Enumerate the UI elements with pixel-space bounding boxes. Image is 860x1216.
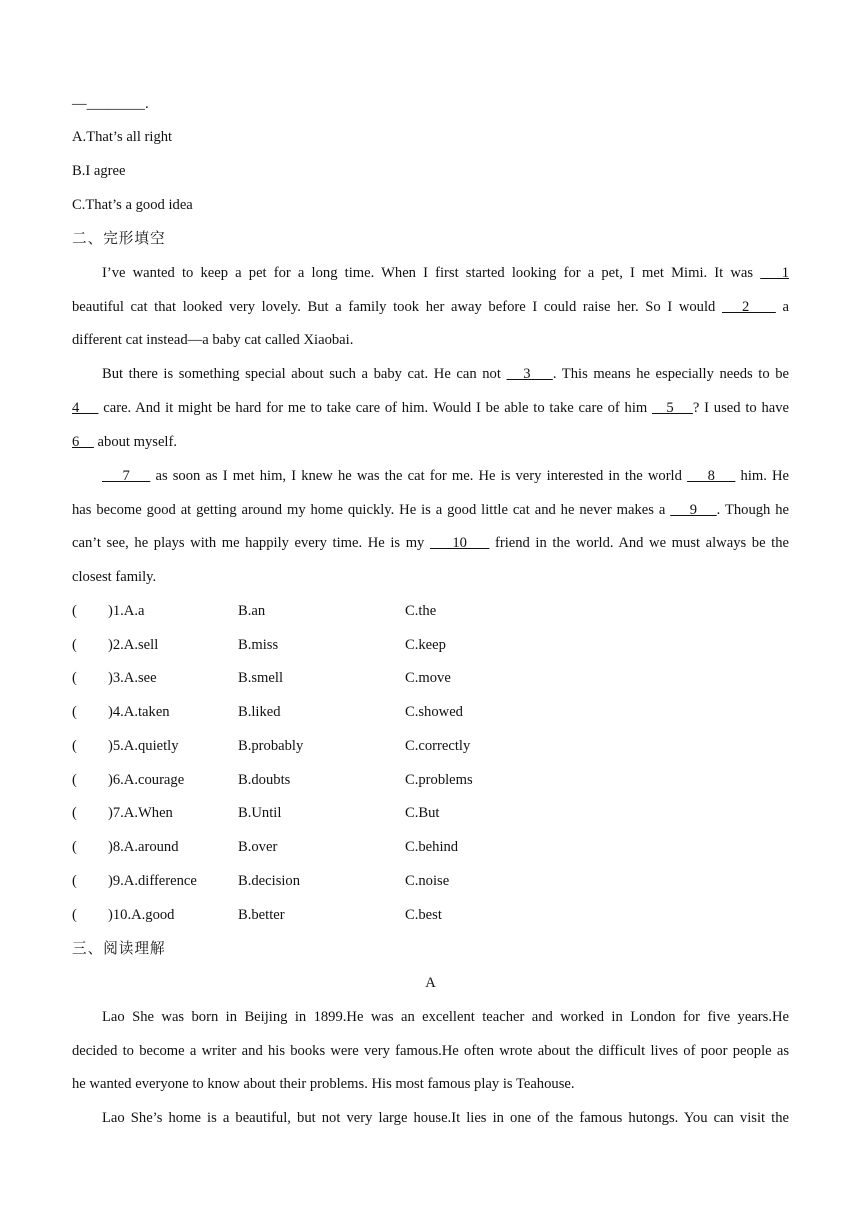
cloze-p1-line2 (72, 297, 789, 317)
choice-a: )1.A.a (108, 603, 145, 619)
choice-c: C.keep (405, 637, 446, 653)
answer-paren: ( (72, 637, 77, 653)
text: him. He (740, 468, 790, 484)
answer-paren: ( (72, 873, 77, 889)
choice-b: B.miss (238, 637, 279, 653)
choice-c: C.best (405, 907, 442, 923)
blank-8: 8 (687, 468, 736, 484)
answer-paren: ( (72, 603, 77, 619)
question-row (72, 905, 672, 925)
choice-b: B.decision (238, 873, 301, 889)
choice-b: B.probably (238, 738, 304, 754)
text: has become good at getting around my home quickly. He is a good little cat and he never makes a (72, 502, 666, 518)
choice-c: C.move (405, 670, 451, 686)
blank-2: 2 (721, 299, 776, 315)
choice-c: C.behind (405, 839, 459, 855)
blank-5: 5 (652, 400, 693, 416)
text: about myself. (97, 434, 177, 450)
text: ? I used to have (692, 400, 790, 416)
choice-a: )10.A.good (108, 907, 175, 923)
cloze-p3-line1 (102, 466, 789, 486)
choice-c: C.But (405, 805, 440, 821)
blank-9: 9 (670, 502, 717, 518)
question-row (72, 871, 672, 891)
choice-c: C.the (405, 603, 437, 619)
cloze-p3-line4: closest family. (72, 569, 157, 585)
choice-a: )7.A.When (108, 805, 173, 821)
cloze-p2-line2 (72, 398, 789, 418)
text: But there is something special about such a baby cat. He can not (102, 366, 501, 382)
cloze-p2-line1 (102, 364, 789, 384)
passage-label: A (425, 975, 436, 991)
choice-c: C.noise (405, 873, 450, 889)
text: . Though he (716, 502, 790, 518)
choice-b: B.liked (238, 704, 281, 720)
text: care. And it might be hard for me to take care of him. Would I be able to take care of him (103, 400, 648, 416)
option-b: B.I agree (72, 163, 126, 179)
choice-a: )5.A.quietly (108, 738, 179, 754)
question-row (72, 837, 672, 857)
question-row (72, 635, 672, 655)
text: can’t see, he plays with me happily every time. He is my (72, 535, 425, 551)
blank-10: 10 (429, 535, 490, 551)
blank-1: 1 (760, 265, 789, 281)
text: I’ve wanted to keep a pet for a long time. When I first started looking for a pet, I met Mimi. It was (102, 265, 754, 281)
choice-a: )3.A.see (108, 670, 157, 686)
cloze-p2-line3 (72, 432, 789, 452)
choice-a: )8.A.around (108, 839, 179, 855)
choice-b: B.over (238, 839, 278, 855)
choice-c: C.correctly (405, 738, 471, 754)
cloze-p1-line3: different cat instead—a baby cat called Xiaobai. (72, 332, 354, 348)
blank-6: 6 (72, 434, 94, 450)
question-row (72, 668, 672, 688)
choice-b: B.an (238, 603, 266, 619)
question-row (72, 702, 672, 722)
text: friend in the world. And we must always be the (494, 535, 789, 551)
choice-b: B.better (238, 907, 285, 923)
answer-paren: ( (72, 772, 77, 788)
choice-a: )2.A.sell (108, 637, 159, 653)
text: beautiful cat that looked very lovely. But a family took her away before I could raise her. So I would (72, 299, 716, 315)
choice-b: B.smell (238, 670, 283, 686)
text: as soon as I met him, I knew he was the cat for me. He is very interested in the world (155, 468, 682, 484)
cloze-p3-line2 (72, 500, 789, 520)
cloze-p3-line3 (72, 533, 789, 553)
answer-paren: ( (72, 738, 77, 754)
choice-b: B.doubts (238, 772, 291, 788)
choice-c: C.showed (405, 704, 463, 720)
choice-a: )9.A.difference (108, 873, 197, 889)
question-row (72, 601, 672, 621)
answer-line: —________. (72, 96, 149, 112)
choice-a: )4.A.taken (108, 704, 170, 720)
blank-3: 3 (506, 366, 553, 382)
text: . This means he especially needs to be (552, 366, 789, 382)
option-c: C.That’s a good idea (72, 197, 193, 213)
choice-a: )6.A.courage (108, 772, 185, 788)
answer-paren: ( (72, 704, 77, 720)
reading-p1-line3: he wanted everyone to know about their problems. His most famous play is Teahouse. (72, 1076, 575, 1092)
question-row (72, 770, 672, 790)
reading-p2-line1: Lao She’s home is a beautiful, but not very large house.It lies in one of the famous hutongs. You can visit the (102, 1110, 789, 1126)
answer-paren: ( (72, 805, 77, 821)
question-row (72, 736, 672, 756)
cloze-p1-line1 (102, 263, 789, 283)
section-heading-reading: 三、阅读理解 (72, 941, 166, 957)
section-heading-cloze: 二、完形填空 (72, 231, 166, 247)
reading-p1-line1: Lao She was born in Beijing in 1899.He was an excellent teacher and worked in London for five years.He (102, 1009, 789, 1025)
answer-paren: ( (72, 907, 77, 923)
answer-paren: ( (72, 839, 77, 855)
text: a (782, 299, 789, 315)
choice-b: B.Until (238, 805, 282, 821)
blank-7: 7 (102, 468, 151, 484)
question-row (72, 803, 672, 823)
reading-p1-line2: decided to become a writer and his books were very famous.He often wrote about the difficult lives of poor people as (72, 1043, 789, 1059)
choice-c: C.problems (405, 772, 473, 788)
option-a: A.That’s all right (72, 129, 173, 145)
blank-4: 4 (72, 400, 99, 416)
answer-paren: ( (72, 670, 77, 686)
